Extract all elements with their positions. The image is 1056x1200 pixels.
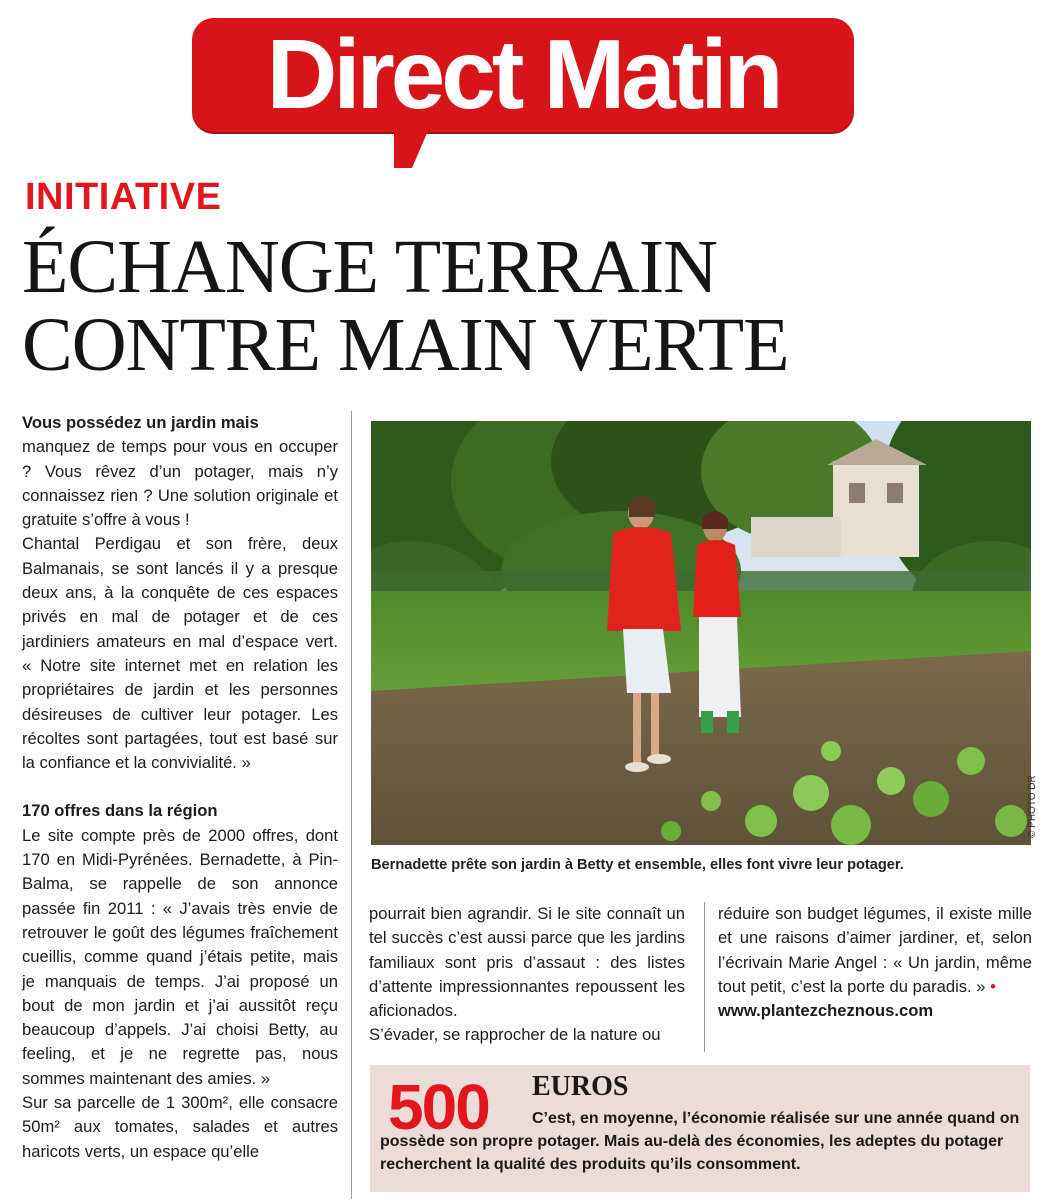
logo [192,18,854,132]
stat-unit: EUROS [532,1071,629,1102]
website-link[interactable]: www.plantezcheznous.com [718,1001,934,1021]
paragraph: pourrait bien agrandir. Si le site connaît un tel succès c’est aussi parce que les jardins familiaux sont pris d’assaut : des listes d’attente impressionnantes repoussent les aficionados. [369,904,685,1021]
closing-quote: réduire son budget légumes, il existe mille et une raisons d’aimer jardiner, et, selon l’écrivain Marie Angel : « Un jardin, même tout petit, c’est la porte du paradis. » [718,904,1032,996]
headline-line-1: ÉCHANGE TERRAIN [22,225,718,309]
stat-description: C’est, en moyenne, l’économie réalisée sur une année quand on possède son propre potager. Mais au-delà des économies, les adeptes du potager recherchent la qualité des produits qu’ils consomment. [380,1110,1020,1173]
paragraph: manquez de temps pour vous en occuper ? Vous rêvez d’un potager, mais n’y connaissez rien ? Une solution originale et gratuite s’offre à vous ! [22,437,338,530]
end-mark: • [990,976,996,996]
stat-number: 500 [388,1071,489,1143]
paragraph: Le site compte près de 2000 offres, dont 170 en Midi-Pyrénées. Bernadette, à Pin-Balma, se rappelle de son annonce passée fin 2011 : « J’avais très envie de retrouver le goût des légumes fraîchement cueillis, comme quand j’étais petite, mais je manquais de temps. J’ai proposé un bout de mon jardin et j’ai aussitôt reçu beaucoup d’appels. J’ai choisi Betty, au feeling, et je ne regrette pas, nous sommes maintenant des amies. » [22,825,338,1088]
stat-text [380,1107,1020,1176]
subheading: 170 offres dans la région [22,801,218,821]
paragraph: S’évader, se rapprocher de la nature ou [369,1025,661,1045]
headline-line-2: CONTRE MAIN VERTE [22,303,789,387]
rubric-label: INITIATIVE [25,176,222,218]
photo-credit: © PHOTO DR [1027,775,1038,838]
article-column-3 [718,902,1032,1023]
paragraph [718,902,1032,999]
column-divider [704,902,705,1052]
article-column-2 [369,902,685,1048]
logo-text: Direct Matin [266,19,780,129]
article-column-1 [22,411,338,1164]
column-divider [351,411,352,1199]
paragraph: Sur sa parcelle de 1 300m², elle consacre 50m² aux tomates, salades et autres haricots verts, un espace qu’elle [22,1093,338,1161]
logo-speech-tail [394,126,430,168]
garden-photo [371,421,1031,845]
stat-box [370,1065,1030,1192]
photo-caption: Bernadette prête son jardin à Betty et ensemble, elles font vivre leur potager. [371,857,904,873]
lead-sentence: Vous possédez un jardin mais [22,413,259,432]
paragraph: Chantal Perdigau et son frère, deux Balmanais, se sont lancés il y a presque deux ans, à la conquête de ces espaces privés en mal de potager et de ces jardiniers amateurs en mal d’espace vert. « Notre site internet met en relation les propriétaires de jardin et les personnes désireuses de cultiver leur potager. Les récoltes sont partagées, tout est basé sur la confiance et la convivialité. » [22,534,338,773]
